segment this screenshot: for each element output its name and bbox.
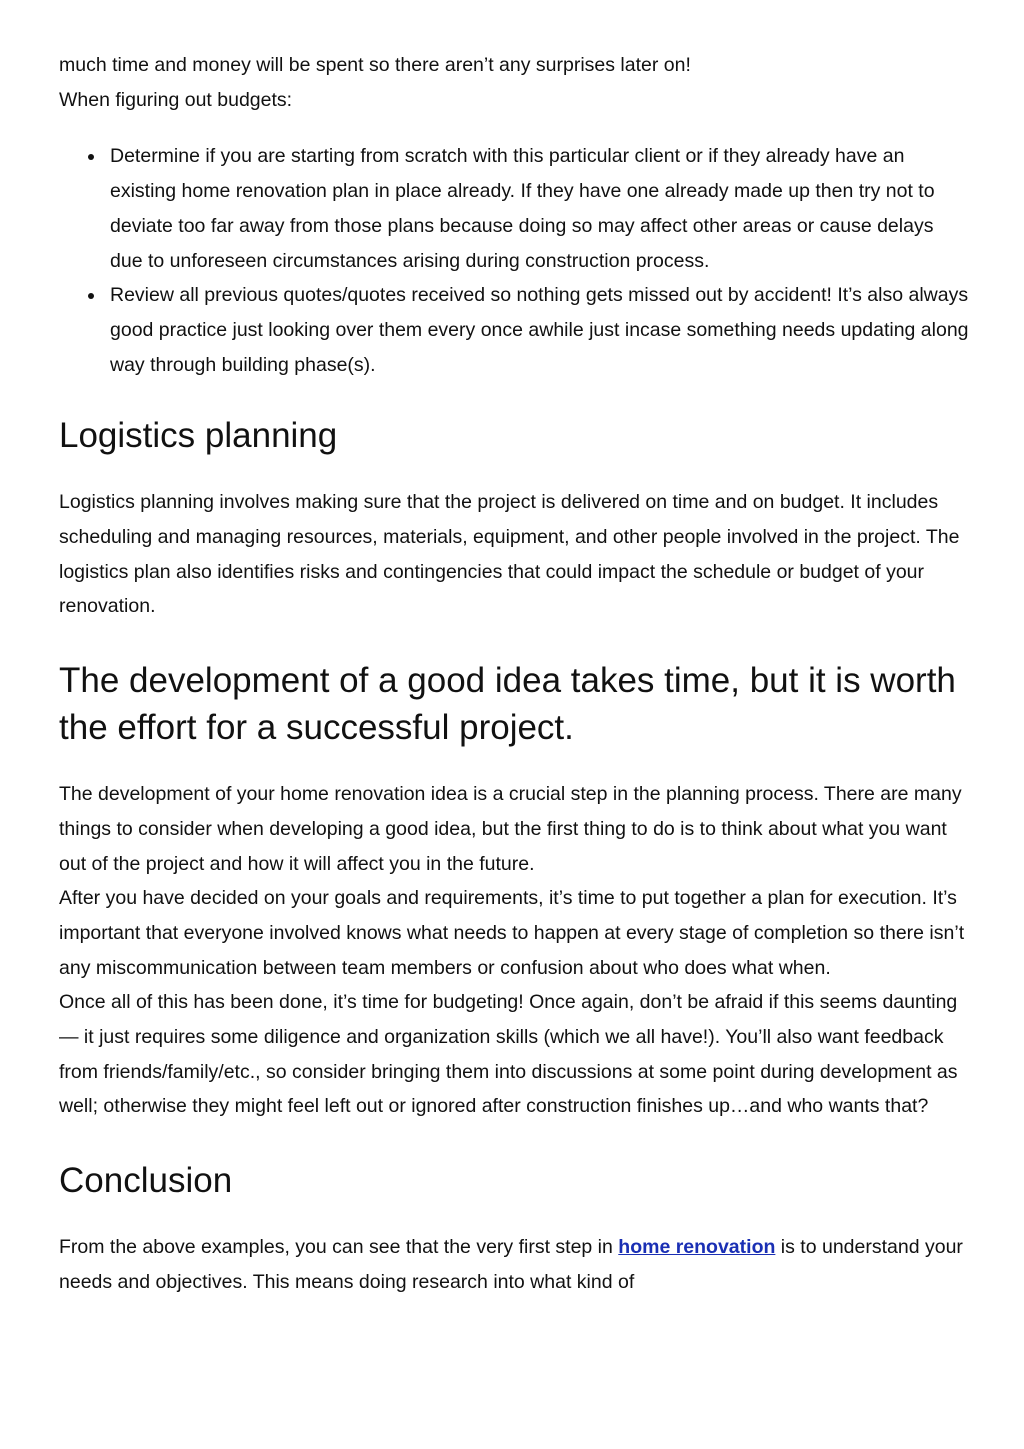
development-paragraph: Once all of this has been done, it’s time for budgeting! Once again, don’t be afraid if this seems daunting — it just requires some diligence and organization skills (which we all have!). You’ll also want feedback from friends/family/etc., so consider bringing them into discussions at some point during development as well; otherwise they might feel left out or ignored after construction finishes up…and who wants that?: [59, 991, 958, 1118]
intro-line: When figuring out budgets:: [59, 88, 293, 111]
bullet-text: Review all previous quotes/quotes received so nothing gets missed out by accident! It’s also always good practice just looking over them every once awhile just incase something needs updating along way through building phase(s).: [110, 284, 969, 376]
intro-line: much time and money will be spent so there aren’t any surprises later on!: [59, 54, 691, 76]
article-body: [59, 48, 971, 1300]
bullet-item: [110, 278, 971, 382]
conclusion-text: is to understand your needs and objectives. This means doing research into what kind of: [59, 1236, 963, 1293]
bullet-item: [110, 139, 971, 278]
development-paragraph: The development of your home renovation idea is a crucial step in the planning process. There are many things to consider when developing a good idea, but the first thing to do is to think about what you want out of the project and how it will affect you in the future.: [59, 783, 962, 875]
conclusion-text: From the above examples, you can see that the very first step in: [59, 1236, 619, 1259]
development-paragraph: After you have decided on your goals and requirements, it’s time to put together a plan for execution. It’s important that everyone involved knows what needs to happen at every stage of completion so there isn’t any miscommunication between team members or confusion about who does what when.: [59, 887, 965, 979]
budget-bullet-list: [59, 139, 971, 382]
bullet-icon: [88, 293, 94, 299]
home-renovation-link[interactable]: home renovation: [618, 1236, 776, 1259]
bullet-text: Determine if you are starting from scratch with this particular client or if they already have an existing home renovation plan in place already. If they have one already made up then try not to deviate too far away from those plans because doing so may affect other areas or cause delays due to unforeseen circumstances arising during construction process.: [110, 145, 935, 272]
section-heading-development: The development of a good idea takes time, but it is worth the effort for a successful project.: [59, 661, 956, 748]
bullet-icon: [88, 154, 94, 160]
logistics-paragraph: Logistics planning involves making sure that the project is delivered on time and on budget. It includes scheduling and managing resources, materials, equipment, and other people involved in the project. The logistics plan also identifies risks and contingencies that could impact the schedule or budget of your renovation.: [59, 491, 960, 618]
section-heading-conclusion: Conclusion: [59, 1161, 233, 1201]
conclusion-paragraph: [59, 1230, 971, 1299]
section-heading-logistics: Logistics planning: [59, 416, 338, 456]
